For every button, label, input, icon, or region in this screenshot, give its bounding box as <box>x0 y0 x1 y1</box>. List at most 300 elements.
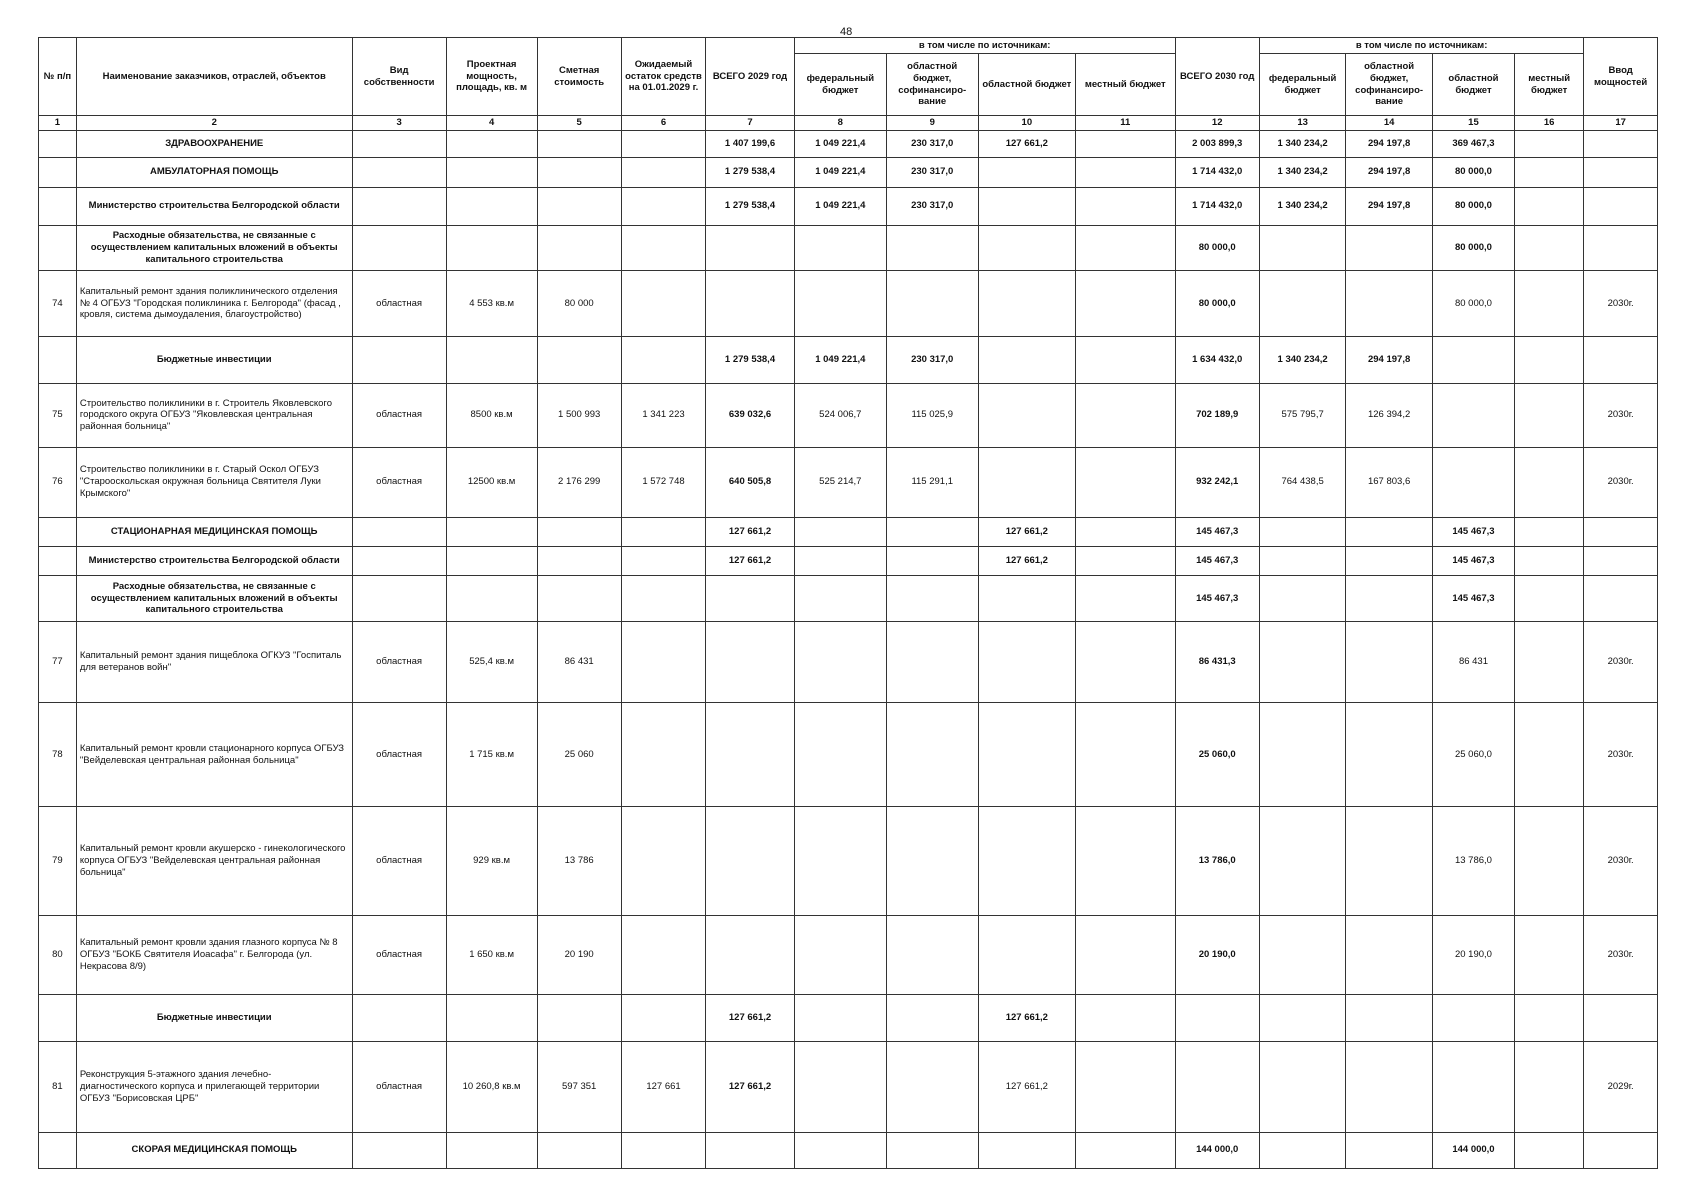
cell-rc30 <box>1346 547 1433 576</box>
cell-t29 <box>706 271 795 337</box>
cell-l30 <box>1515 994 1584 1041</box>
cell-f29 <box>794 271 886 337</box>
cell-est: 597 351 <box>537 1042 621 1132</box>
cell-name: Реконструкция 5-этажного здания лечебно-диагностического корпуса и прилегающей территории ОГБУЗ "Борисовская ЦРБ" <box>76 1042 352 1132</box>
cell-r29 <box>978 384 1075 447</box>
cell-rc29: 115 025,9 <box>886 384 978 447</box>
cell-r30: 86 431 <box>1432 621 1514 702</box>
cell-f29 <box>794 915 886 994</box>
cell-year <box>1584 225 1658 270</box>
cell-cap: 525,4 кв.м <box>446 621 537 702</box>
cell-r29: 127 661,2 <box>978 994 1075 1041</box>
cell-l29 <box>1076 447 1176 517</box>
cell-f29 <box>794 1132 886 1168</box>
col-num: 3 <box>352 116 446 131</box>
header-commission: Ввод мощностей <box>1584 38 1658 116</box>
table-row <box>39 807 1658 916</box>
cell-r29 <box>978 621 1075 702</box>
cell-rem <box>621 158 705 187</box>
cell-no: 77 <box>39 621 77 702</box>
cell-l29 <box>1076 547 1176 576</box>
cell-t29 <box>706 807 795 916</box>
cell-own: областная <box>352 703 446 807</box>
cell-t29 <box>706 225 795 270</box>
cell-name: Бюджетные инвестиции <box>76 336 352 383</box>
cell-name: Капитальный ремонт кровли акушерско - гинекологического корпуса ОГБУЗ "Вейделевская центральная районная больница" <box>76 807 352 916</box>
cell-cap: 10 260,8 кв.м <box>446 1042 537 1132</box>
cell-rc30 <box>1346 994 1433 1041</box>
cell-f30 <box>1259 807 1346 916</box>
col-num: 2 <box>76 116 352 131</box>
cell-rem <box>621 547 705 576</box>
cell-r30 <box>1432 447 1514 517</box>
cell-t29 <box>706 621 795 702</box>
cell-t29: 1 279 538,4 <box>706 187 795 225</box>
cell-rc29: 230 317,0 <box>886 187 978 225</box>
section-row <box>39 158 1658 187</box>
cell-t29: 1 279 538,4 <box>706 158 795 187</box>
cell-l29 <box>1076 1042 1176 1132</box>
cell-f29 <box>794 517 886 546</box>
cell-est: 20 190 <box>537 915 621 994</box>
cell-f30 <box>1259 621 1346 702</box>
col-num: 8 <box>794 116 886 131</box>
col-num: 4 <box>446 116 537 131</box>
cell-rc29 <box>886 271 978 337</box>
cell-f29: 1 049 221,4 <box>794 158 886 187</box>
cell-rem: 1 341 223 <box>621 384 705 447</box>
cell-no: 74 <box>39 271 77 337</box>
cell-cap: 12500 кв.м <box>446 447 537 517</box>
cell-year <box>1584 517 1658 546</box>
cell-own: областная <box>352 271 446 337</box>
cell-est: 25 060 <box>537 703 621 807</box>
cell-t30: 145 467,3 <box>1175 547 1259 576</box>
cell-cap <box>446 158 537 187</box>
cell-t29: 640 505,8 <box>706 447 795 517</box>
col-num: 9 <box>886 116 978 131</box>
cell-year: 2030г. <box>1584 384 1658 447</box>
cell-cap: 8500 кв.м <box>446 384 537 447</box>
cell-t30: 2 003 899,3 <box>1175 131 1259 158</box>
cell-r29 <box>978 158 1075 187</box>
cell-own <box>352 131 446 158</box>
cell-rc29 <box>886 1042 978 1132</box>
cell-r30 <box>1432 1042 1514 1132</box>
section-row <box>39 994 1658 1041</box>
cell-l29 <box>1076 131 1176 158</box>
cell-est <box>537 158 621 187</box>
cell-l30 <box>1515 807 1584 916</box>
cell-own <box>352 158 446 187</box>
table-row <box>39 271 1658 337</box>
cell-rc30 <box>1346 915 1433 994</box>
cell-rem <box>621 576 705 621</box>
cell-no <box>39 576 77 621</box>
cell-est: 13 786 <box>537 807 621 916</box>
cell-rc30: 294 197,8 <box>1346 158 1433 187</box>
cell-name: Строительство поликлиники в г. Строитель Яковлевского городского округа ОГБУЗ "Яковлевская центральная районная больница" <box>76 384 352 447</box>
cell-no: 79 <box>39 807 77 916</box>
col-num: 7 <box>706 116 795 131</box>
cell-r29 <box>978 807 1075 916</box>
cell-t30: 80 000,0 <box>1175 225 1259 270</box>
cell-est <box>537 1132 621 1168</box>
cell-rc30: 294 197,8 <box>1346 187 1433 225</box>
cell-l30 <box>1515 336 1584 383</box>
cell-f30: 1 340 234,2 <box>1259 187 1346 225</box>
cell-own <box>352 225 446 270</box>
header-name: Наименование заказчиков, отраслей, объектов <box>76 38 352 116</box>
cell-t30: 145 467,3 <box>1175 517 1259 546</box>
table-row <box>39 447 1658 517</box>
cell-cap <box>446 131 537 158</box>
table-row <box>39 384 1658 447</box>
header-sources-2029: в том числе по источникам: <box>794 38 1175 54</box>
cell-year <box>1584 1132 1658 1168</box>
cell-t29 <box>706 576 795 621</box>
cell-rc30 <box>1346 1042 1433 1132</box>
cell-own: областная <box>352 621 446 702</box>
cell-rc29: 230 317,0 <box>886 336 978 383</box>
cell-own <box>352 187 446 225</box>
investment-table <box>38 37 1658 1169</box>
cell-rc29: 230 317,0 <box>886 158 978 187</box>
header-local-2030: местный бюджет <box>1515 54 1584 116</box>
cell-t29: 127 661,2 <box>706 994 795 1041</box>
page-number: 48 <box>840 26 853 38</box>
cell-r29 <box>978 703 1075 807</box>
section-row <box>39 187 1658 225</box>
cell-r30: 20 190,0 <box>1432 915 1514 994</box>
cell-l29 <box>1076 1132 1176 1168</box>
cell-t30: 1 714 432,0 <box>1175 158 1259 187</box>
col-num: 10 <box>978 116 1075 131</box>
cell-f29: 1 049 221,4 <box>794 336 886 383</box>
cell-t29 <box>706 703 795 807</box>
cell-est <box>537 517 621 546</box>
section-row <box>39 131 1658 158</box>
col-num: 6 <box>621 116 705 131</box>
cell-t30: 1 714 432,0 <box>1175 187 1259 225</box>
cell-rem <box>621 187 705 225</box>
cell-l29 <box>1076 994 1176 1041</box>
section-row <box>39 1132 1658 1168</box>
cell-t30: 702 189,9 <box>1175 384 1259 447</box>
cell-rem <box>621 517 705 546</box>
cell-f30: 1 340 234,2 <box>1259 131 1346 158</box>
cell-l29 <box>1076 336 1176 383</box>
col-num: 16 <box>1515 116 1584 131</box>
cell-year <box>1584 187 1658 225</box>
cell-rc30: 294 197,8 <box>1346 336 1433 383</box>
cell-name: Бюджетные инвестиции <box>76 994 352 1041</box>
cell-l30 <box>1515 576 1584 621</box>
cell-l29 <box>1076 703 1176 807</box>
cell-rem <box>621 225 705 270</box>
cell-r30 <box>1432 994 1514 1041</box>
cell-f30 <box>1259 1132 1346 1168</box>
cell-rc30 <box>1346 807 1433 916</box>
cell-l30 <box>1515 1132 1584 1168</box>
cell-l29 <box>1076 517 1176 546</box>
cell-est <box>537 336 621 383</box>
cell-own <box>352 576 446 621</box>
cell-year: 2030г. <box>1584 447 1658 517</box>
cell-f29: 1 049 221,4 <box>794 131 886 158</box>
cell-name: Капитальный ремонт кровли здания глазного корпуса № 8 ОГБУЗ "БОКБ Святителя Иоасафа" г. Белгорода (ул. Некрасова 8/9) <box>76 915 352 994</box>
cell-r30: 80 000,0 <box>1432 158 1514 187</box>
header-regional-cofin-2030: областной бюджет, софинансиро-вание <box>1346 54 1433 116</box>
cell-rem <box>621 1132 705 1168</box>
cell-r29: 127 661,2 <box>978 517 1075 546</box>
section-row <box>39 225 1658 270</box>
cell-name: АМБУЛАТОРНАЯ ПОМОЩЬ <box>76 158 352 187</box>
cell-cap: 929 кв.м <box>446 807 537 916</box>
cell-est <box>537 131 621 158</box>
cell-rc29: 115 291,1 <box>886 447 978 517</box>
cell-f30 <box>1259 576 1346 621</box>
cell-cap <box>446 1132 537 1168</box>
cell-name: Капитальный ремонт здания поликлинического отделения № 4 ОГБУЗ "Городская поликлиника г. Белгорода" (фасад , кровля, система дымоудаления, благоустройство) <box>76 271 352 337</box>
cell-name: Капитальный ремонт кровли стационарного корпуса ОГБУЗ "Вейделевская центральная районная больница" <box>76 703 352 807</box>
cell-name: СТАЦИОНАРНАЯ МЕДИЦИНСКАЯ ПОМОЩЬ <box>76 517 352 546</box>
section-row <box>39 336 1658 383</box>
cell-own: областная <box>352 915 446 994</box>
cell-est: 1 500 993 <box>537 384 621 447</box>
col-num: 1 <box>39 116 77 131</box>
cell-t29: 1 279 538,4 <box>706 336 795 383</box>
cell-t29: 1 407 199,6 <box>706 131 795 158</box>
cell-no <box>39 187 77 225</box>
cell-rc30: 294 197,8 <box>1346 131 1433 158</box>
cell-f29 <box>794 994 886 1041</box>
cell-l30 <box>1515 1042 1584 1132</box>
cell-est <box>537 547 621 576</box>
cell-own <box>352 336 446 383</box>
cell-l30 <box>1515 131 1584 158</box>
header-federal-2030: федеральный бюджет <box>1259 54 1346 116</box>
cell-r30 <box>1432 384 1514 447</box>
cell-no <box>39 547 77 576</box>
cell-rc29 <box>886 807 978 916</box>
cell-l30 <box>1515 547 1584 576</box>
cell-f30 <box>1259 915 1346 994</box>
cell-name: Министерство строительства Белгородской области <box>76 547 352 576</box>
cell-year: 2030г. <box>1584 915 1658 994</box>
cell-l30 <box>1515 187 1584 225</box>
cell-t30: 145 467,3 <box>1175 576 1259 621</box>
cell-l29 <box>1076 384 1176 447</box>
cell-f29 <box>794 576 886 621</box>
cell-f30 <box>1259 994 1346 1041</box>
table-row <box>39 915 1658 994</box>
cell-l30 <box>1515 447 1584 517</box>
cell-r30: 145 467,3 <box>1432 547 1514 576</box>
cell-rc30 <box>1346 1132 1433 1168</box>
col-num: 5 <box>537 116 621 131</box>
cell-t30: 932 242,1 <box>1175 447 1259 517</box>
header-regional-cofin-2029: областной бюджет, софинансиро-вание <box>886 54 978 116</box>
cell-rem <box>621 131 705 158</box>
cell-l30 <box>1515 621 1584 702</box>
cell-year: 2030г. <box>1584 703 1658 807</box>
cell-rc29 <box>886 576 978 621</box>
cell-rem: 127 661 <box>621 1042 705 1132</box>
cell-own: областная <box>352 384 446 447</box>
cell-est <box>537 576 621 621</box>
cell-f29 <box>794 547 886 576</box>
cell-r30: 80 000,0 <box>1432 271 1514 337</box>
cell-f30 <box>1259 1042 1346 1132</box>
cell-no: 78 <box>39 703 77 807</box>
cell-f29: 525 214,7 <box>794 447 886 517</box>
cell-r29 <box>978 1132 1075 1168</box>
cell-r29 <box>978 225 1075 270</box>
cell-r29 <box>978 336 1075 383</box>
cell-l29 <box>1076 807 1176 916</box>
header-regional-2030: областной бюджет <box>1432 54 1514 116</box>
header-regional-2029: областной бюджет <box>978 54 1075 116</box>
cell-rc30 <box>1346 621 1433 702</box>
cell-est <box>537 994 621 1041</box>
cell-f30: 764 438,5 <box>1259 447 1346 517</box>
cell-rem <box>621 807 705 916</box>
cell-rc29: 230 317,0 <box>886 131 978 158</box>
cell-rem <box>621 703 705 807</box>
cell-r30: 369 467,3 <box>1432 131 1514 158</box>
cell-no <box>39 131 77 158</box>
cell-name: Министерство строительства Белгородской области <box>76 187 352 225</box>
cell-cap <box>446 576 537 621</box>
cell-t30: 80 000,0 <box>1175 271 1259 337</box>
header-estimate: Сметная стоимость <box>537 38 621 116</box>
col-num: 13 <box>1259 116 1346 131</box>
cell-r29 <box>978 915 1075 994</box>
cell-rc29 <box>886 621 978 702</box>
col-num: 15 <box>1432 116 1514 131</box>
cell-r30 <box>1432 336 1514 383</box>
cell-t30: 20 190,0 <box>1175 915 1259 994</box>
cell-est <box>537 187 621 225</box>
cell-rem: 1 572 748 <box>621 447 705 517</box>
cell-f30 <box>1259 547 1346 576</box>
cell-year: 2029г. <box>1584 1042 1658 1132</box>
cell-t30: 86 431,3 <box>1175 621 1259 702</box>
cell-cap <box>446 187 537 225</box>
cell-name: Расходные обязательства, не связанные с осуществлением капитальных вложений в объекты капитального строительства <box>76 576 352 621</box>
cell-name: Строительство поликлиники в г. Старый Оскол ОГБУЗ "Старооскольская окружная больница Святителя Луки Крымского" <box>76 447 352 517</box>
cell-est: 2 176 299 <box>537 447 621 517</box>
cell-no <box>39 1132 77 1168</box>
cell-f29 <box>794 225 886 270</box>
cell-year <box>1584 547 1658 576</box>
cell-rc30 <box>1346 517 1433 546</box>
header-sources-2030: в том числе по источникам: <box>1259 38 1583 54</box>
cell-no <box>39 517 77 546</box>
cell-r29: 127 661,2 <box>978 547 1075 576</box>
cell-r30: 13 786,0 <box>1432 807 1514 916</box>
cell-year <box>1584 336 1658 383</box>
cell-rc30: 167 803,6 <box>1346 447 1433 517</box>
cell-rc29 <box>886 703 978 807</box>
cell-rc29 <box>886 547 978 576</box>
cell-l30 <box>1515 271 1584 337</box>
cell-t30: 144 000,0 <box>1175 1132 1259 1168</box>
cell-year <box>1584 576 1658 621</box>
cell-t29 <box>706 1132 795 1168</box>
cell-r30: 25 060,0 <box>1432 703 1514 807</box>
cell-own <box>352 994 446 1041</box>
column-number-row <box>39 116 1658 131</box>
cell-f29: 1 049 221,4 <box>794 187 886 225</box>
cell-rc30: 126 394,2 <box>1346 384 1433 447</box>
cell-l29 <box>1076 225 1176 270</box>
cell-rem <box>621 336 705 383</box>
cell-f30 <box>1259 225 1346 270</box>
cell-f29 <box>794 807 886 916</box>
cell-own: областная <box>352 447 446 517</box>
cell-est: 80 000 <box>537 271 621 337</box>
cell-r30: 80 000,0 <box>1432 225 1514 270</box>
cell-l30 <box>1515 915 1584 994</box>
header-local-2029: местный бюджет <box>1076 54 1176 116</box>
cell-t29: 127 661,2 <box>706 547 795 576</box>
cell-no <box>39 158 77 187</box>
cell-cap: 4 553 кв.м <box>446 271 537 337</box>
cell-r30: 80 000,0 <box>1432 187 1514 225</box>
cell-cap <box>446 225 537 270</box>
cell-no: 76 <box>39 447 77 517</box>
cell-no: 75 <box>39 384 77 447</box>
cell-l29 <box>1076 576 1176 621</box>
cell-rc30 <box>1346 271 1433 337</box>
cell-rem <box>621 915 705 994</box>
cell-no <box>39 336 77 383</box>
cell-cap <box>446 517 537 546</box>
cell-r30: 144 000,0 <box>1432 1132 1514 1168</box>
cell-no <box>39 225 77 270</box>
cell-cap <box>446 994 537 1041</box>
cell-f30: 1 340 234,2 <box>1259 336 1346 383</box>
cell-est <box>537 225 621 270</box>
cell-no: 81 <box>39 1042 77 1132</box>
cell-f29: 524 006,7 <box>794 384 886 447</box>
cell-est: 86 431 <box>537 621 621 702</box>
cell-f30 <box>1259 517 1346 546</box>
cell-l30 <box>1515 517 1584 546</box>
cell-r29: 127 661,2 <box>978 131 1075 158</box>
section-row <box>39 547 1658 576</box>
cell-r29 <box>978 447 1075 517</box>
cell-r29 <box>978 576 1075 621</box>
cell-cap: 1 715 кв.м <box>446 703 537 807</box>
section-row <box>39 517 1658 546</box>
cell-rc29 <box>886 517 978 546</box>
cell-year <box>1584 994 1658 1041</box>
header-remaining: Ожидаемый остаток средств на 01.01.2029 г. <box>621 38 705 116</box>
cell-rem <box>621 621 705 702</box>
cell-year <box>1584 131 1658 158</box>
table-row <box>39 621 1658 702</box>
cell-l29 <box>1076 915 1176 994</box>
cell-f29 <box>794 621 886 702</box>
cell-name: Капитальный ремонт здания пищеблока ОГКУЗ "Госпиталь для ветеранов войн" <box>76 621 352 702</box>
table-row <box>39 1042 1658 1132</box>
cell-cap <box>446 547 537 576</box>
col-num: 14 <box>1346 116 1433 131</box>
cell-no: 80 <box>39 915 77 994</box>
